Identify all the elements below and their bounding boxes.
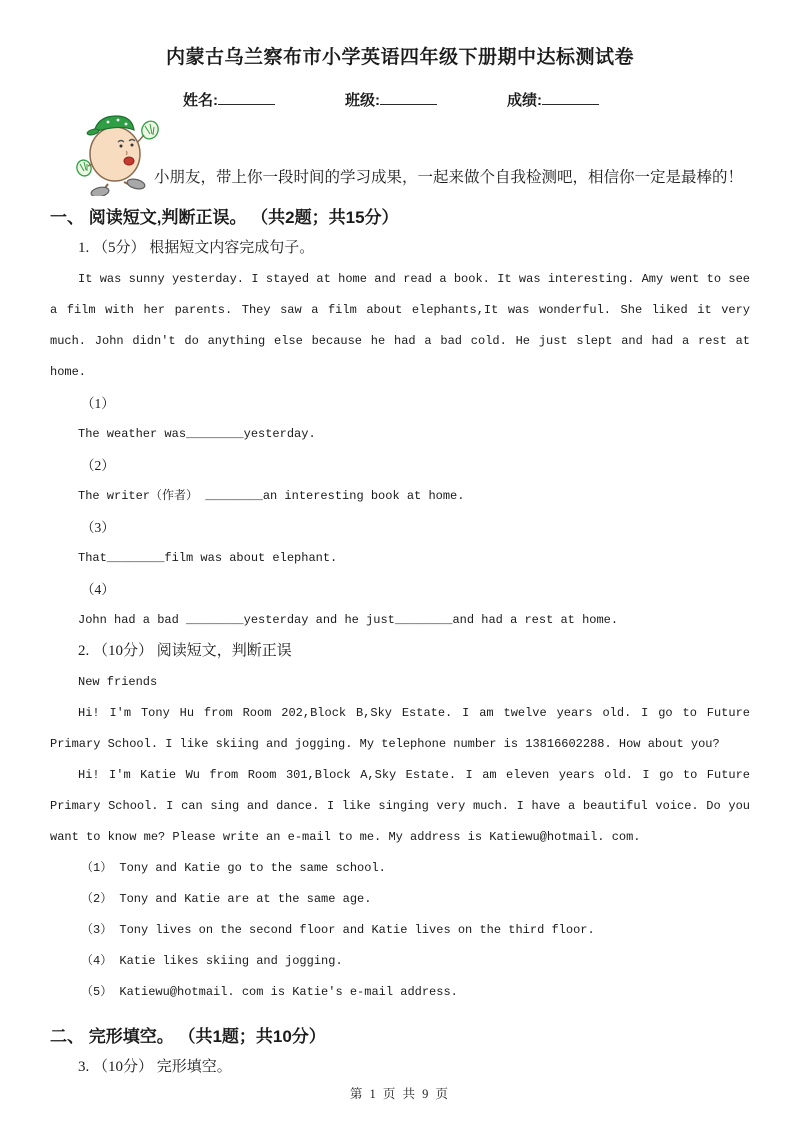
student-mascot-image bbox=[74, 104, 168, 196]
name-label: 姓名: bbox=[183, 92, 218, 109]
question1-blank1-number: （1） bbox=[81, 396, 115, 411]
score-label: 成绩: bbox=[507, 92, 542, 109]
class-field bbox=[345, 89, 437, 110]
question2-statement-2: （2） Tony and Katie are at the same age. bbox=[81, 892, 372, 906]
question1-blank1-sentence: The weather was________yesterday. bbox=[78, 427, 316, 441]
question1-passage: It was sunny yesterday. I stayed at home and read a book. It was interesting. Amy went to see a film with her parents. They saw a film about elephants,It was wonderful. She liked it very much. John didn't do anything else because he had a bad cold. He just slept and had a rest at home. bbox=[50, 272, 750, 379]
question2-passage-title: New friends bbox=[78, 675, 158, 689]
mascot-head bbox=[90, 127, 140, 181]
mascot-shoe-icon bbox=[126, 177, 146, 190]
mascot-shoe-icon bbox=[90, 186, 109, 196]
score-field bbox=[507, 89, 599, 110]
question1-blank2-number: （2） bbox=[81, 458, 115, 473]
score-blank bbox=[542, 91, 599, 105]
section1-heading: 一、 阅读短文,判断正误。 （共2题；共15分） bbox=[50, 208, 399, 227]
page-title: 内蒙古乌兰察布市小学英语四年级下册期中达标测试卷 bbox=[165, 47, 634, 68]
intro-text: 小朋友，带上你一段时间的学习成果，一起来做个自我检测吧，相信你一定是最棒的！ bbox=[154, 169, 744, 186]
question2-passage-tony: Hi! I'm Tony Hu from Room 202,Block B,Sky Estate. I am twelve years old. I go to Future Primary School. I like skiing and jogging. My telephone number is 13816602288. How about you? bbox=[50, 706, 750, 751]
question1-blank4-sentence: John had a bad ________yesterday and he just________and had a rest at home. bbox=[78, 613, 619, 627]
section2-heading: 二、 完形填空。 （共1题；共10分） bbox=[50, 1027, 326, 1046]
question2-statement-4: （4） Katie likes skiing and jogging. bbox=[81, 954, 343, 968]
question1-blank2-sentence: The writer（作者） ________an interesting book at home. bbox=[78, 489, 465, 503]
question2-label: 2. （10分） 阅读短文，判断正误 bbox=[78, 643, 292, 659]
question2-passage-katie: Hi! I'm Katie Wu from Room 301,Block A,Sky Estate. I am eleven years old. I go to Future Primary School. I can sing and dance. I like singing very much. I have a beautiful voice. Do you want to know me? Please write an e-mail to me. My address is Katiewu@hotmail. com. bbox=[50, 768, 750, 844]
student-info-row bbox=[183, 89, 750, 110]
question2-statement-1: （1） Tony and Katie go to the same school. bbox=[81, 861, 386, 875]
question3-label: 3. （10分） 完形填空。 bbox=[78, 1059, 232, 1075]
question1-blank3-number: （3） bbox=[81, 520, 115, 535]
name-blank bbox=[218, 91, 275, 105]
class-blank bbox=[380, 91, 437, 105]
question1-blank3-sentence: That________film was about elephant. bbox=[78, 551, 338, 565]
page-number-footer: 第 1 页 共 9 页 bbox=[349, 1087, 451, 1101]
question1-label: 1. （5分） 根据短文内容完成句子。 bbox=[78, 240, 315, 256]
question1-blank4-number: （4） bbox=[81, 582, 115, 597]
question2-statement-5: （5） Katiewu@hotmail. com is Katie's e-mail address. bbox=[81, 985, 458, 999]
class-label: 班级: bbox=[345, 92, 380, 109]
name-field bbox=[183, 89, 275, 110]
question2-statement-3: （3） Tony lives on the second floor and Katie lives on the third floor. bbox=[81, 923, 595, 937]
